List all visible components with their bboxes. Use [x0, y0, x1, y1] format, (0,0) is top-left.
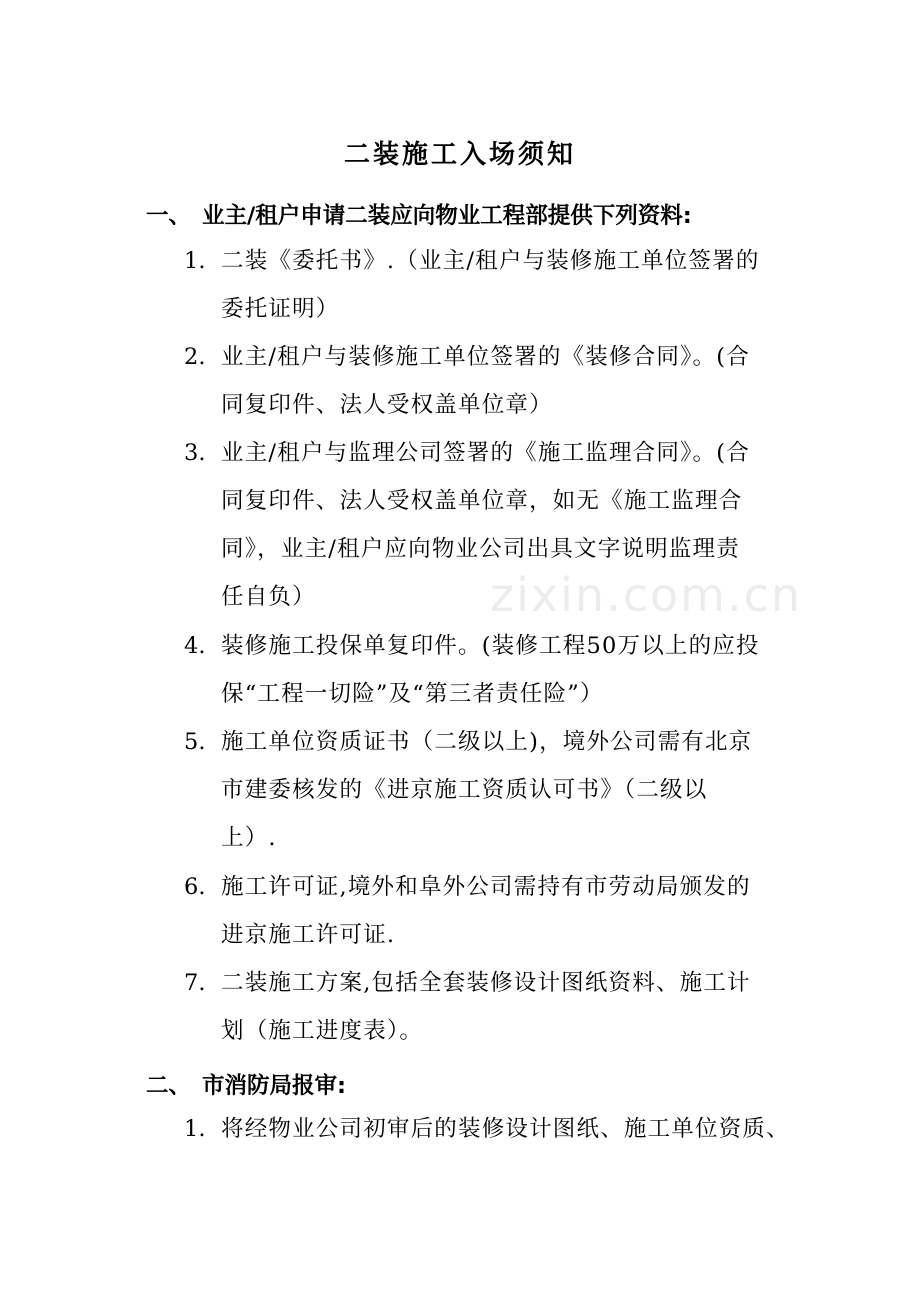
item-line: 划（施工进度表）。 — [221, 1018, 424, 1044]
item-line: 同》，业主/租户应向物业公司出具文字说明监理责 — [221, 536, 740, 562]
item-number: 2. — [184, 344, 206, 370]
item-line: 业主/租户与监理公司签署的《施工监理合同》。(合 — [221, 440, 750, 466]
section-heading — [146, 1068, 846, 1100]
item-line: 施工单位资质证书（二级以上)，境外公司需有北京 — [221, 729, 753, 755]
item-line: 二装《委托书》.（业主/租户与装修施工单位签署的 — [221, 248, 760, 274]
item-number: 7. — [184, 970, 206, 996]
item-number: 6. — [184, 874, 206, 900]
list-item — [184, 333, 794, 429]
list-item — [184, 959, 794, 1055]
item-line: 任自负） — [221, 584, 316, 610]
item-line: 业主/租户与装修施工单位签署的《装修合同》。(合 — [221, 344, 750, 370]
item-line: 同复印件、法人受权盖单位章，如无《施工监理合 — [221, 488, 743, 514]
section-heading-text: 市消防局报审: — [202, 1073, 346, 1099]
item-line: 上）. — [221, 825, 277, 851]
section-number: 二、 — [146, 1073, 192, 1099]
section-heading-text: 业主/租户申请二装应向物业工程部提供下列资料: — [202, 203, 692, 229]
section-number: 一、 — [146, 203, 192, 229]
list-item — [184, 863, 794, 959]
item-number: 5. — [184, 729, 206, 755]
list-item — [184, 1105, 794, 1153]
item-line: 进京施工许可证. — [221, 922, 396, 948]
list-item — [184, 718, 794, 862]
item-number: 1. — [184, 248, 206, 274]
item-number: 4. — [184, 633, 206, 659]
document-title: 二装施工入场须知 — [343, 140, 576, 170]
item-line: 委托证明） — [221, 296, 340, 322]
item-line: 施工许可证,境外和阜外公司需持有市劳动局颁发的 — [221, 874, 751, 900]
item-line: 二装施工方案,包括全套装修设计图纸资料、施工计 — [221, 970, 751, 996]
item-number: 1. — [184, 1116, 206, 1142]
item-line: 装修施工投保单复印件。(装修工程50万以上的应投 — [221, 633, 760, 659]
item-line: 将经物业公司初审后的装修设计图纸、施工单位资质、 — [221, 1116, 790, 1142]
section-heading — [146, 198, 846, 230]
list-item — [184, 622, 794, 718]
list-item — [184, 429, 794, 621]
watermark: zixin.com.cn — [490, 568, 803, 622]
item-line: 市建委核发的《进京施工资质认可书》（二级以 — [221, 777, 708, 803]
list-item — [184, 237, 794, 333]
item-line: 同复印件、法人受权盖单位章） — [221, 392, 553, 418]
item-number: 3. — [184, 440, 206, 466]
item-line: 保“工程一切险”及“第三者责任险”） — [221, 681, 604, 707]
